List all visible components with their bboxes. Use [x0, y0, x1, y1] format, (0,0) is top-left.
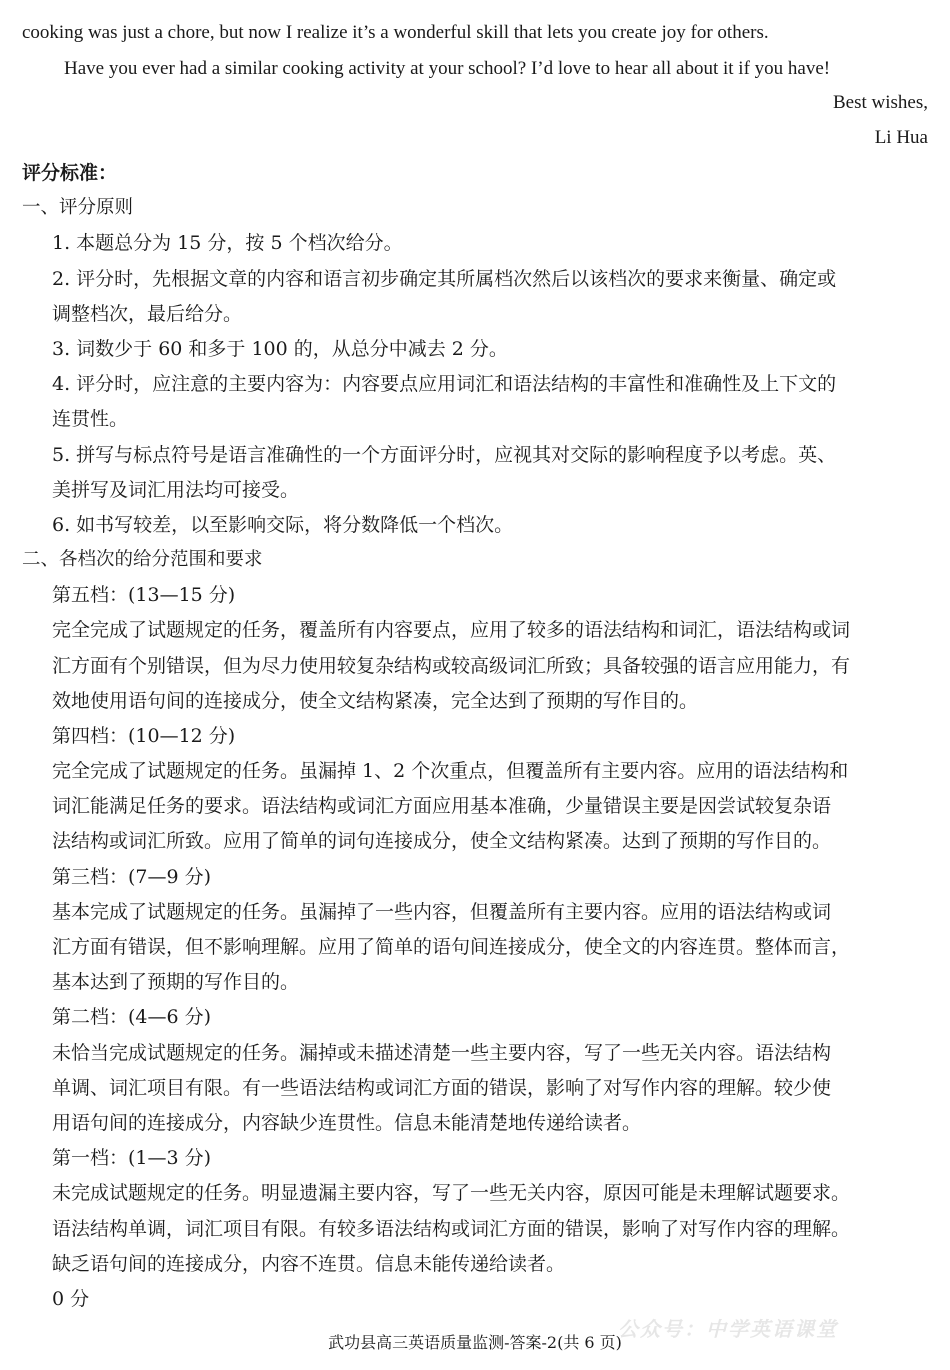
tier-line: 完全完成了试题规定的任务。虽漏掉 1、2 个次重点，但覆盖所有主要内容。应用的语法结构和: [52, 760, 849, 782]
tier-line: 未完成试题规定的任务。明显遗漏主要内容，写了一些无关内容，原因可能是未理解试题要求。: [52, 1182, 851, 1204]
tier-label: 第四档：(10—12 分): [52, 725, 236, 747]
tier-line: 汇方面有个别错误，但为尽力使用较复杂结构或较高级词汇所致；具备较强的语言应用能力，有: [52, 655, 851, 677]
rule-line: 1. 本题总分为 15 分，按 5 个档次给分。: [52, 232, 403, 254]
tier-label: 第五档：(13—15 分): [52, 584, 236, 606]
letter-closing: Best wishes,: [833, 92, 928, 113]
page-footer: 武功县高三英语质量监测-答案-2(共 6 页): [328, 1333, 622, 1352]
tier-line: 未恰当完成试题规定的任务。漏掉或未描述清楚一些主要内容，写了一些无关内容。语法结构: [52, 1042, 832, 1064]
letter-line-1: cooking was just a chore, but now I realize it’s a wonderful skill that lets you create joy for others.: [22, 22, 769, 43]
tier-line: 语法结构单调，词汇项目有限。有较多语法结构或词汇方面的错误，影响了对写作内容的理解。: [52, 1218, 851, 1240]
tier-line: 基本达到了预期的写作目的。: [52, 971, 300, 993]
tier-label: 第三档：(7—9 分): [52, 866, 212, 888]
tier-label: 第二档：(4—6 分): [52, 1006, 212, 1028]
tier-line: 词汇能满足任务的要求。语法结构或词汇方面应用基本准确，少量错误主要是因尝试较复杂语: [52, 795, 832, 817]
tier-line: 法结构或词汇所致。应用了简单的词句连接成分，使全文结构紧凑。达到了预期的写作目的。: [52, 830, 832, 852]
rule-line: 美拼写及词汇用法均可接受。: [52, 479, 300, 501]
tier-line: 用语句间的连接成分，内容缺少连贯性。信息未能清楚地传递给读者。: [52, 1112, 642, 1134]
rule-line: 6. 如书写较差，以至影响交际，将分数降低一个档次。: [52, 514, 514, 536]
section1-title: 一、评分原则: [22, 197, 134, 218]
rule-line: 4. 评分时，应注意的主要内容为：内容要点应用词汇和语法结构的丰富性和准确性及上下文的: [52, 373, 837, 395]
section2-title: 二、各档次的给分范围和要求: [22, 549, 263, 570]
tier-line: 单调、词汇项目有限。有一些语法结构或词汇方面的错误，影响了对写作内容的理解。较少使: [52, 1077, 832, 1099]
rule-line: 2. 评分时，先根据文章的内容和语言初步确定其所属档次然后以该档次的要求来衡量、确定或: [52, 268, 837, 290]
rule-line: 3. 词数少于 60 和多于 100 的，从总分中减去 2 分。: [52, 338, 508, 360]
zero-score: 0 分: [52, 1288, 90, 1310]
rule-line: 连贯性。: [52, 408, 129, 430]
tier-line: 汇方面有错误，但不影响理解。应用了简单的语句间连接成分，使全文的内容连贯。整体而言，: [52, 936, 851, 958]
rubric-heading: 评分标准：: [22, 162, 118, 184]
tier-line: 缺乏语句间的连接成分，内容不连贯。信息未能传递给读者。: [52, 1253, 566, 1275]
rule-line: 5. 拼写与标点符号是语言准确性的一个方面评分时，应视其对交际的影响程度予以考虑。英、: [52, 444, 837, 466]
tier-line: 基本完成了试题规定的任务。虽漏掉了一些内容，但覆盖所有主要内容。应用的语法结构或词: [52, 901, 832, 923]
tier-line: 效地使用语句间的连接成分，使全文结构紧凑，完全达到了预期的写作目的。: [52, 690, 699, 712]
tier-label: 第一档：(1—3 分): [52, 1147, 212, 1169]
rule-line: 调整档次，最后给分。: [52, 303, 243, 325]
watermark: 公众号：中学英语课堂: [618, 1317, 838, 1341]
letter-line-2: Have you ever had a similar cooking activity at your school? I’d love to hear all about it if you have!: [64, 58, 831, 79]
tier-line: 完全完成了试题规定的任务，覆盖所有内容要点，应用了较多的语法结构和词汇，语法结构或词: [52, 619, 851, 641]
letter-signature: Li Hua: [874, 127, 928, 148]
